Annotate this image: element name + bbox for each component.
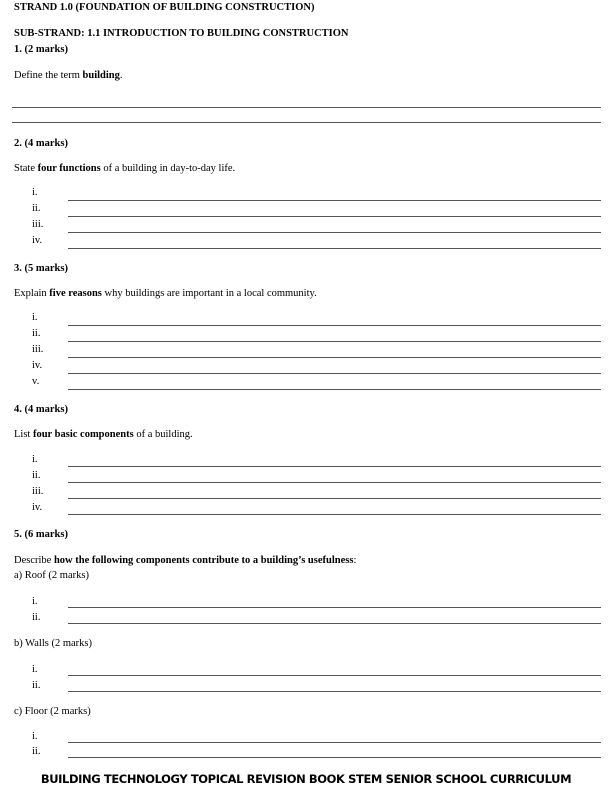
q5-text [14, 555, 356, 567]
q4-item-num: iii. [32, 486, 44, 497]
q1-answer-line-1[interactable] [12, 107, 601, 108]
q3-answer-line[interactable] [68, 373, 601, 374]
q2-text-post: of a building in day-to-day life. [100, 163, 236, 174]
q5-part-roof-label: a) Roof (2 marks) [14, 570, 89, 581]
q5-roof-item-num: ii. [32, 612, 41, 623]
q2-item-num: i. [32, 187, 38, 198]
q5-floor-answer-line[interactable] [68, 757, 601, 758]
q3-text-post: why buildings are important in a local community. [101, 288, 317, 299]
q4-text-post: of a building. [133, 429, 193, 440]
q3-text [14, 288, 317, 300]
q4-item-num: ii. [32, 470, 41, 481]
q2-item-num: ii. [32, 203, 41, 214]
q3-text-bold: five reasons [49, 288, 102, 299]
q5-text-post: : [353, 555, 357, 566]
q1-answer-line-2[interactable] [12, 122, 601, 123]
q5-roof-answer-line[interactable] [68, 607, 601, 608]
q5-roof-item-num: i. [32, 596, 38, 607]
q4-answer-line[interactable] [68, 498, 601, 499]
q1-text-bold: building [82, 70, 120, 81]
q1-text [14, 70, 123, 82]
q2-heading: 2. (4 marks) [14, 138, 68, 149]
q5-heading: 5. (6 marks) [14, 529, 68, 540]
q4-answer-line[interactable] [68, 466, 601, 467]
q3-answer-line[interactable] [68, 341, 601, 342]
q4-text [14, 429, 193, 441]
q4-text-pre: List [14, 429, 33, 440]
q4-item-num: i. [32, 454, 38, 465]
q2-item-num: iii. [32, 219, 44, 230]
q2-answer-line[interactable] [68, 216, 601, 217]
page-footer: BUILDING TECHNOLOGY TOPICAL REVISION BOOK STEM SENIOR SCHOOL CURRICULUM [40, 772, 572, 786]
q5-walls-answer-line[interactable] [68, 691, 601, 692]
q3-answer-line[interactable] [68, 325, 601, 326]
q5-text-pre: Describe [14, 555, 54, 566]
q1-heading: 1. (2 marks) [14, 44, 68, 55]
q3-item-num: iv. [32, 360, 43, 371]
q5-roof-answer-line[interactable] [68, 623, 601, 624]
q3-item-num: ii. [32, 328, 41, 339]
q4-answer-line[interactable] [68, 514, 601, 515]
q3-item-num: v. [32, 376, 40, 387]
q2-answer-line[interactable] [68, 248, 601, 249]
q2-answer-line[interactable] [68, 232, 601, 233]
q3-item-num: iii. [32, 344, 44, 355]
q4-item-num: iv. [32, 502, 43, 513]
q3-item-num: i. [32, 312, 38, 323]
q1-text-pre: Define the term [14, 70, 83, 81]
q5-part-floor-label: c) Floor (2 marks) [14, 706, 91, 717]
sub-strand-title: SUB-STRAND: 1.1 INTRODUCTION TO BUILDING CONSTRUCTION [14, 28, 349, 39]
q4-text-bold: four basic components [32, 429, 134, 440]
q5-walls-item-num: i. [32, 664, 38, 675]
q3-heading: 3. (5 marks) [14, 263, 68, 274]
q2-text [14, 163, 235, 175]
q2-text-bold: four functions [37, 163, 101, 174]
q5-floor-item-num: ii. [32, 746, 41, 757]
q5-floor-item-num: i. [32, 731, 38, 742]
q5-floor-answer-line[interactable] [68, 742, 601, 743]
q5-part-walls-label: b) Walls (2 marks) [14, 638, 92, 649]
strand-title: STRAND 1.0 (FOUNDATION OF BUILDING CONSTRUCTION) [14, 2, 315, 13]
q3-answer-line[interactable] [68, 389, 601, 390]
q3-answer-line[interactable] [68, 357, 601, 358]
q4-heading: 4. (4 marks) [14, 404, 68, 415]
q5-walls-item-num: ii. [32, 680, 41, 691]
q5-walls-answer-line[interactable] [68, 675, 601, 676]
q2-answer-line[interactable] [68, 200, 601, 201]
q2-item-num: iv. [32, 235, 43, 246]
q3-text-pre: Explain [14, 288, 50, 299]
q1-text-post: . [119, 70, 123, 81]
q2-text-pre: State [14, 163, 38, 174]
q5-text-bold: how the following components contribute to a building’s usefulness [53, 555, 354, 566]
q4-answer-line[interactable] [68, 482, 601, 483]
